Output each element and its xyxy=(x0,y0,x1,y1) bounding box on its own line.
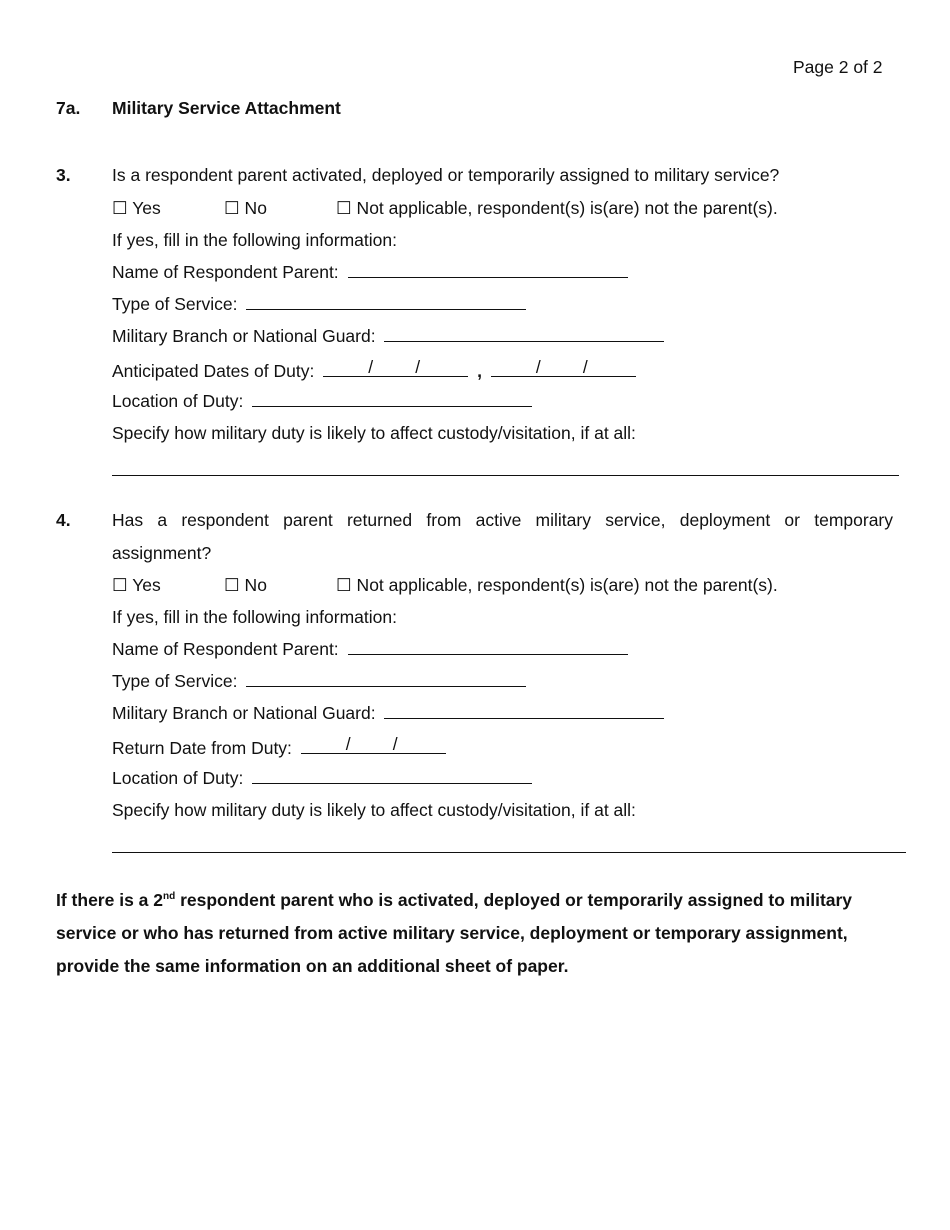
q3-specify-label: Specify how military duty is likely to affect custody/visitation, if at all: xyxy=(112,423,636,443)
q4-return-date-field[interactable]: / / xyxy=(301,736,446,754)
page-number: Page 2 of 2 xyxy=(793,57,883,77)
q3-end-date-field[interactable]: / / xyxy=(491,359,636,377)
q3-start-date-field[interactable]: / / xyxy=(323,359,468,377)
q3-na-checkbox[interactable]: ☐ Not applicable, respondent(s) is(are) not the parent(s). xyxy=(336,198,778,218)
q3-yes-checkbox[interactable]: ☐ Yes xyxy=(112,198,161,218)
q4-specify-label: Specify how military duty is likely to affect custody/visitation, if at all: xyxy=(112,800,636,820)
q4-na-checkbox[interactable]: ☐ Not applicable, respondent(s) is(are) not the parent(s). xyxy=(336,575,778,595)
note-sup: nd xyxy=(163,891,176,902)
q3-location-label: Location of Duty: xyxy=(112,391,244,411)
q4-location-field[interactable] xyxy=(252,768,532,784)
q4-location-label: Location of Duty: xyxy=(112,768,244,788)
q4-return-row xyxy=(112,736,446,759)
note-part2: respondent parent who is activated, deployed or temporarily assigned to military service or who has returned from active military service, deployment or temporary assignment, provide the same information on an additional sheet of paper. xyxy=(56,890,853,976)
q3-name-field[interactable] xyxy=(348,262,628,278)
q4-return-label: Return Date from Duty: xyxy=(112,738,292,758)
q3-type-label: Type of Service: xyxy=(112,294,238,314)
q3-name-label: Name of Respondent Parent: xyxy=(112,262,339,282)
q4-if-yes-instruction: If yes, fill in the following information: xyxy=(112,607,397,627)
q3-date-comma: , xyxy=(477,361,482,381)
q3-location-row xyxy=(112,391,532,412)
second-parent-note xyxy=(56,884,906,983)
q4-name-field[interactable] xyxy=(348,639,628,655)
q3-location-field[interactable] xyxy=(252,391,532,407)
q3-branch-field[interactable] xyxy=(384,326,664,342)
q3-question: Is a respondent parent activated, deployed or temporarily assigned to military service? xyxy=(112,165,780,185)
q4-type-row xyxy=(112,671,526,692)
q3-type-row xyxy=(112,294,526,315)
q4-yes-checkbox[interactable]: ☐ Yes xyxy=(112,575,161,595)
q3-number: 3. xyxy=(56,165,71,185)
q4-question-line1: Has a respondent parent returned from active military service, deployment or temporary xyxy=(112,510,893,530)
q3-dates-row xyxy=(112,359,636,382)
q4-location-row xyxy=(112,768,532,789)
q4-question-line2: assignment? xyxy=(112,543,212,563)
q3-branch-row xyxy=(112,326,664,347)
q4-number: 4. xyxy=(56,510,71,530)
q3-if-yes-instruction: If yes, fill in the following information: xyxy=(112,230,397,250)
q4-no-checkbox[interactable]: ☐ No xyxy=(224,575,267,595)
q4-specify-field[interactable] xyxy=(112,852,906,853)
q3-type-field[interactable] xyxy=(246,294,526,310)
section-number: 7a. xyxy=(56,98,81,118)
q3-branch-label: Military Branch or National Guard: xyxy=(112,326,376,346)
note-part1: If there is a 2 xyxy=(56,890,163,910)
q3-dates-label: Anticipated Dates of Duty: xyxy=(112,361,315,381)
q4-name-label: Name of Respondent Parent: xyxy=(112,639,339,659)
q3-specify-field[interactable] xyxy=(112,475,899,476)
q4-type-field[interactable] xyxy=(246,671,526,687)
q4-branch-row xyxy=(112,703,664,724)
q4-branch-label: Military Branch or National Guard: xyxy=(112,703,376,723)
section-title: Military Service Attachment xyxy=(112,98,341,118)
q3-name-row xyxy=(112,262,628,283)
q4-type-label: Type of Service: xyxy=(112,671,238,691)
q3-no-checkbox[interactable]: ☐ No xyxy=(224,198,267,218)
q4-branch-field[interactable] xyxy=(384,703,664,719)
q4-name-row xyxy=(112,639,628,660)
